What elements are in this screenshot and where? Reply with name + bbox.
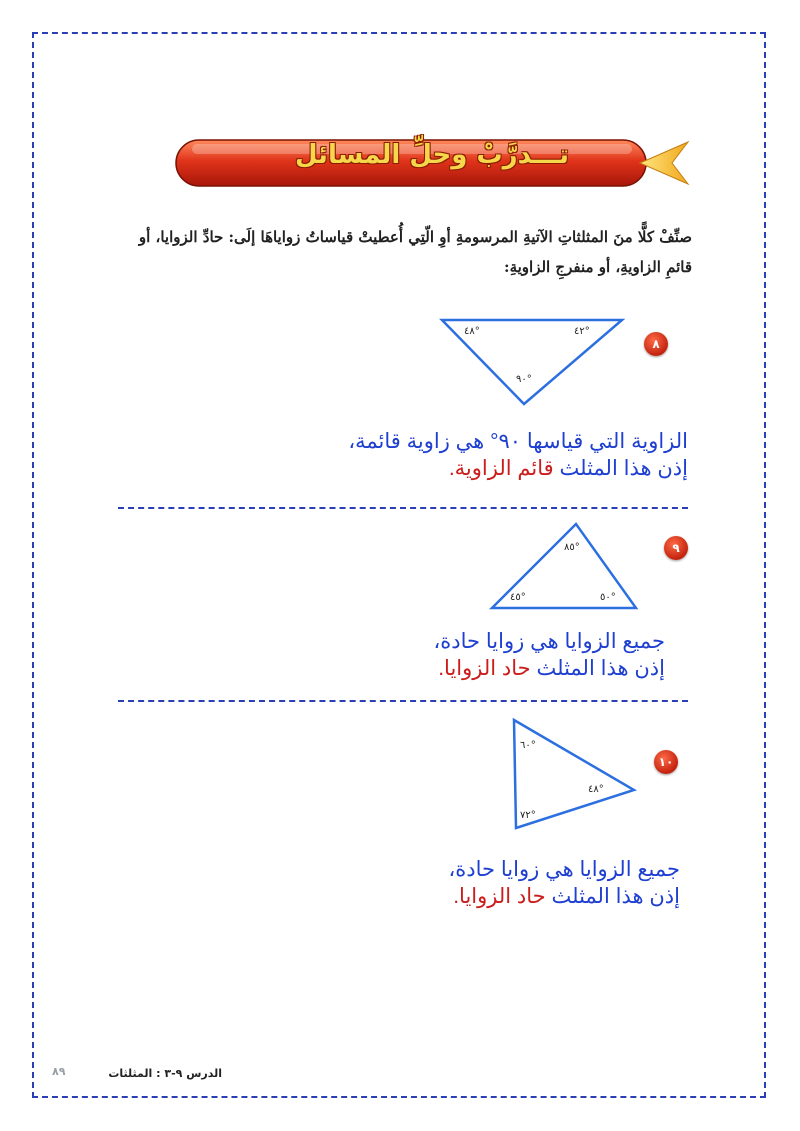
angle-label: ٦٠° — [520, 740, 536, 751]
page-footer — [52, 1065, 222, 1085]
separator — [118, 700, 688, 702]
answer-10-line-2 — [300, 883, 680, 910]
instructions — [108, 222, 692, 282]
triangle-8 — [440, 318, 630, 408]
answer-8-result: قائم الزاوية. — [448, 457, 554, 480]
answer-9-prefix: إذن هذا المثلث — [530, 657, 665, 680]
answer-9-line-2 — [300, 655, 665, 682]
angle-label: ٤٥° — [510, 592, 526, 603]
problem-number-9: ٩ — [664, 536, 688, 560]
answer-8 — [300, 428, 688, 482]
answer-10-line-1: جميع الزوايا هي زوايا حادة، — [448, 858, 680, 881]
instructions-line-2: قائمِ الزاويةِ، أو منفرجِ الزاويةِ: — [504, 258, 692, 276]
separator — [118, 507, 688, 509]
angle-label: ٧٢° — [520, 810, 536, 821]
instructions-line-1: صنِّفْ كلًّا منَ المثلثاتِ الآتيةِ المرسومةِ أوِ الّتِي أُعطيتْ قياساتُ زواياهَا إلَى: حادِّ الزوايا، أو — [138, 228, 692, 246]
angle-label: ٨٥° — [564, 542, 580, 553]
angle-label: ٩٠° — [516, 374, 532, 385]
problem-number-8: ٨ — [644, 332, 668, 356]
answer-10 — [300, 856, 680, 910]
triangle-10 — [510, 718, 640, 832]
answer-8-line-2 — [300, 455, 688, 482]
answer-8-prefix: إذن هذا المثلث — [553, 457, 688, 480]
section-banner — [172, 128, 692, 198]
angle-label: ٤٢° — [574, 326, 590, 337]
problem-number-10: ١٠ — [654, 750, 678, 774]
answer-10-result: حاد الزوايا. — [453, 885, 546, 908]
triangle-9 — [490, 522, 640, 612]
page-number: ٨٩ — [52, 1065, 66, 1078]
banner-title: تـــدرَّبْ وحلِّ المسائل — [294, 140, 570, 170]
angle-label: ٤٨° — [464, 326, 480, 337]
angle-label: ٥٠° — [600, 592, 616, 603]
answer-10-prefix: إذن هذا المثلث — [545, 885, 680, 908]
answer-8-line-1: الزاوية التي قياسها ٩٠° هي زاوية قائمة، — [348, 430, 688, 453]
lesson-label: الدرس ٩-٣ : المثلثات — [108, 1067, 222, 1080]
answer-9 — [300, 628, 665, 682]
angle-label: ٤٨° — [588, 784, 604, 795]
answer-9-result: حاد الزوايا. — [438, 657, 531, 680]
answer-9-line-1: جميع الزوايا هي زوايا حادة، — [433, 630, 665, 653]
